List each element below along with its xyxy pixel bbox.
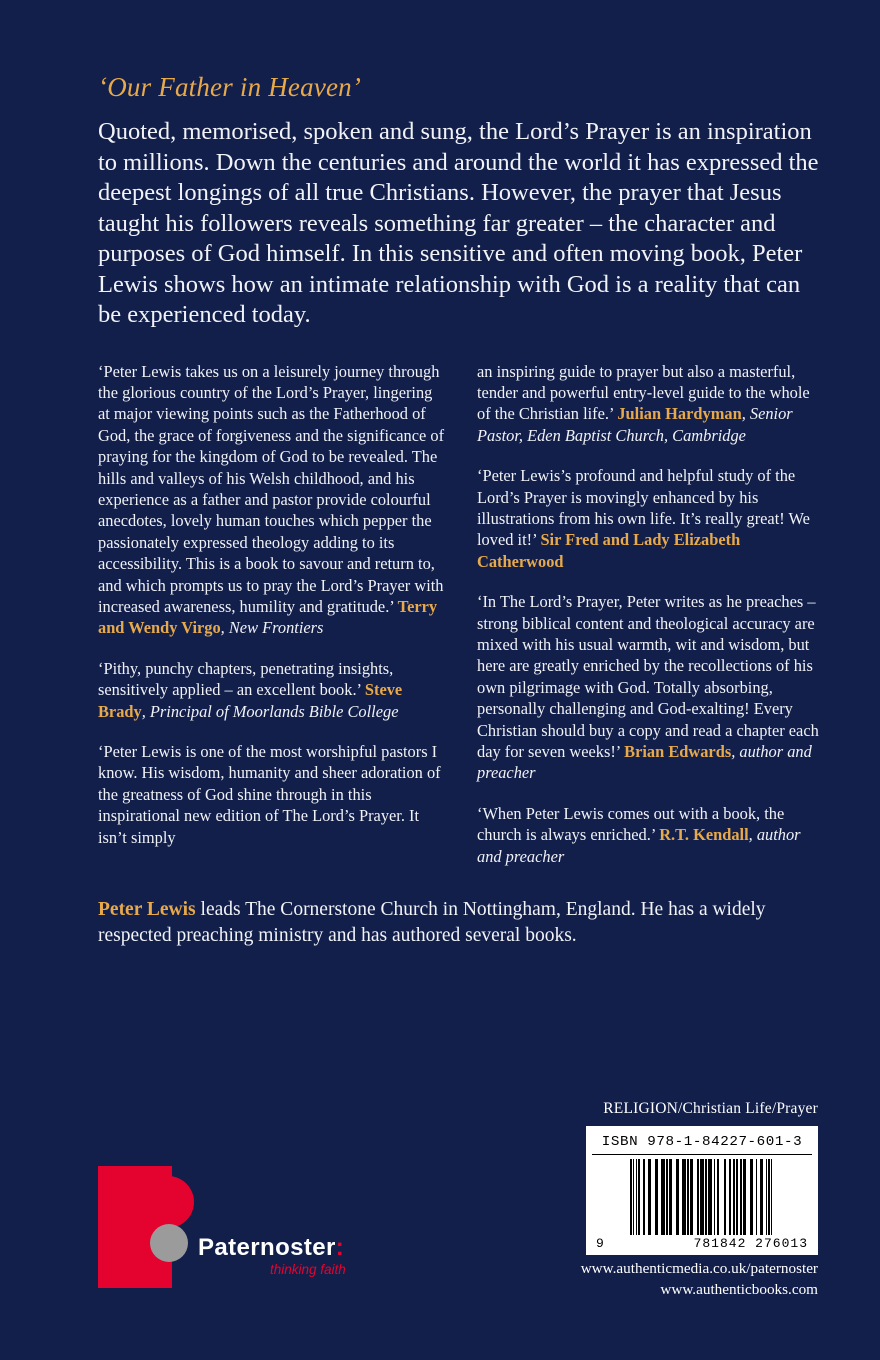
publisher-name-text: Paternoster (198, 1234, 336, 1261)
barcode-main-digits: 781842 276013 (693, 1236, 808, 1251)
isbn-text: ISBN 978-1-84227-601-3 (592, 1132, 812, 1155)
author-name: Peter Lewis (98, 899, 196, 921)
endorsement-name: R.T. Kendall (659, 825, 749, 845)
endorsement-item (98, 658, 445, 722)
url-paternoster: www.authenticmedia.co.uk/paternoster (580, 1260, 818, 1277)
publisher-urls (581, 1258, 818, 1300)
endorsement-text: ‘Peter Lewis’s profound and helpful study of the Lord’s Prayer is movingly enhanced by his illustrations from his own life. It’s really great! We loved it!’ (477, 466, 810, 550)
isbn-barcode-block (586, 1126, 818, 1255)
url-authenticbooks: www.authenticbooks.com (660, 1281, 818, 1298)
barcode-digits (592, 1235, 812, 1251)
publisher-name (198, 1234, 344, 1262)
endorsement-text: ‘Peter Lewis takes us on a leisurely journey through the glorious country of the Lord’s Prayer, lingering at major viewing points such as the Fatherhood of God, the grace of forgiveness and the significance of praying for the kingdom of God to be revealed. The hills and valleys of his Welsh childhood, and his experience as a father and pastor provide colourful anecdotes, lovely human touches which pepper the passionately expressed theology adding to its accessibility. This is a book to savour and return to, and which prompts us to pray the Lord’s Prayer with increased awareness, humility and gratitude.’ (98, 361, 445, 616)
endorsement-name: Brian Edwards (624, 742, 732, 761)
endorsement-role: , Principal of Moorlands Bible College (141, 701, 399, 721)
blurb-text: Quoted, memorised, spoken and sung, the Lord’s Prayer is an inspiration to millions. Down the centuries and around the world it has expressed the deepest longings of all true Christians. However, the prayer that Jesus taught his followers reveals something far greater – the character and purposes of God himself. In this sensitive and often moving book, Peter Lewis shows how an intimate relationship with God is a reality that can be experienced today. (98, 118, 819, 328)
author-bio-text: leads The Cornerstone Church in Nottingham, England. He has a widely respected preaching ministry and has authored several books. (98, 899, 766, 947)
logo-p-bowl (142, 1176, 194, 1228)
endorsement-text: an inspiring guide to prayer but also a masterful, tender and powerful entry-level guide to the whole of the Christian life.’ (477, 361, 810, 424)
author-bio (98, 897, 824, 949)
endorsement-role: , New Frontiers (220, 618, 324, 638)
endorsement-item (98, 741, 445, 848)
endorsement-text: ‘When Peter Lewis comes out with a book, the church is always enriched.’ (477, 803, 785, 845)
endorsement-item (477, 465, 824, 572)
endorsement-text: ‘Pithy, punchy chapters, penetrating insights, sensitively applied – an excellent book.’ (98, 658, 394, 700)
logo-dot-icon (150, 1224, 188, 1262)
endorsement-name: Terry and Wendy Virgo (98, 596, 438, 638)
endorsement-name: Sir Fred and Lady Elizabeth Catherwood (477, 530, 741, 571)
endorsement-column-left (98, 361, 445, 868)
endorsement-column-right (477, 361, 824, 868)
endorsement-role: , author and preacher (477, 825, 801, 866)
publisher-tagline: thinking faith (270, 1262, 346, 1277)
endorsement-role: , Senior Pastor, Eden Baptist Church, Cambridge (477, 404, 793, 445)
endorsement-item (477, 361, 824, 447)
endorsement-text: ‘Peter Lewis is one of the most worshipful pastors I know. His wisdom, humanity and sheer adoration of the greatness of God shine through in this inspirational new edition of The Lord’s Prayer. It isn’t simply (98, 742, 441, 847)
page-title: ‘Our Father in Heaven’ (98, 72, 362, 102)
footer (0, 1086, 880, 1360)
endorsements (98, 361, 824, 868)
endorsement-item (477, 803, 824, 867)
endorsement-item (477, 591, 824, 784)
endorsement-role: , author and preacher (477, 742, 812, 783)
endorsement-name: Steve Brady (98, 680, 403, 721)
publisher-colon: : (335, 1234, 345, 1261)
barcode-leading-digit: 9 (596, 1236, 605, 1251)
publisher-logo (98, 1166, 346, 1306)
endorsement-name: Julian Hardyman (617, 404, 742, 424)
endorsement-text: ‘In The Lord’s Prayer, Peter writes as he preaches – strong biblical content and theological accuracy are mixed with his usual warmth, wit and wisdom, but here are greatly enriched by the recollections of his own pilgrimage with God. Totally absorbing, personally challenging and God-exalting! Every Christian should buy a copy and read a chapter each day for seven weeks!’ (477, 592, 819, 761)
endorsement-item (98, 361, 445, 639)
category-label: RELIGION/Christian Life/Prayer (603, 1100, 818, 1117)
barcode-image (592, 1159, 812, 1235)
